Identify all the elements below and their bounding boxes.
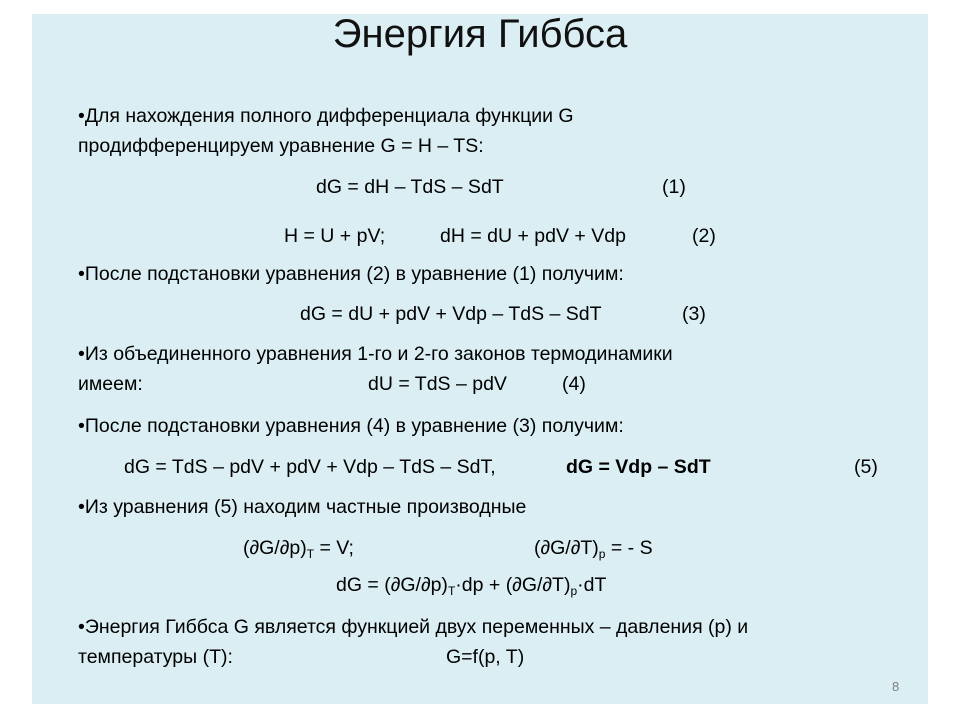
paragraph-3-line-2: имеем:: [78, 373, 143, 395]
equation-2-part-a: H = U + pV;: [284, 225, 386, 247]
paragraph-1-line-1: [78, 104, 574, 128]
text: Из объединенного уравнения 1-го и 2-го законов термодинамики: [84, 343, 673, 365]
equation-5: dG = TdS – pdV + pdV + Vdp – TdS – SdT,: [124, 456, 496, 478]
subscript-t: T: [447, 584, 456, 598]
text: После подстановки уравнения (4) в уравнение (3) получим:: [84, 415, 624, 437]
derivative-temperature-value: = - S: [605, 537, 653, 559]
equation-3-number: (3): [682, 303, 706, 325]
derivative-temperature-expr: (∂G/∂T): [534, 537, 599, 559]
equation-4-number: (4): [562, 373, 586, 395]
derivative-pressure-expr: (∂G/∂p): [243, 537, 307, 559]
paragraph-2: [78, 262, 624, 286]
text: Энергия Гиббса G является функцией двух переменных – давления (p) и: [84, 616, 749, 638]
equation-1-number: (1): [662, 176, 686, 198]
bullet: •: [78, 263, 85, 285]
bullet: •: [78, 343, 85, 365]
subscript-p: p: [570, 584, 578, 598]
bullet: •: [78, 105, 85, 127]
equation-3: dG = dU + pdV + Vdp – TdS – SdT: [300, 303, 602, 325]
equation-total-differential: [336, 573, 606, 597]
equation-gibbs-function: G=f(p, T): [446, 646, 525, 668]
equation-5-number: (5): [854, 456, 878, 478]
text: Из уравнения (5) находим частные производные: [84, 496, 527, 518]
text: Для нахождения полного дифференциала функции G: [84, 105, 574, 127]
eq-part: ·dp + (∂G/∂T): [455, 574, 571, 596]
page-number: 8: [892, 679, 900, 694]
bullet: •: [78, 616, 85, 638]
equation-1: dG = dH – TdS – SdT: [316, 176, 504, 198]
equation-5-result: dG = Vdp – SdT: [566, 456, 711, 478]
text: После подстановки уравнения (2) в уравнение (1) получим:: [84, 263, 624, 285]
derivative-pressure: [243, 536, 354, 560]
bullet: •: [78, 415, 85, 437]
paragraph-4: [78, 414, 624, 438]
eq-part: dG = (∂G/∂p): [336, 574, 448, 596]
derivative-temperature: [534, 536, 653, 560]
slide-title: Энергия Гиббса: [332, 12, 628, 56]
subscript-t: T: [306, 547, 315, 561]
subscript-p: p: [598, 547, 606, 561]
paragraph-1-line-2: продифференцируем уравнение G = H – TS:: [78, 135, 484, 157]
equation-4: dU = TdS – pdV: [368, 373, 507, 395]
paragraph-6-line-1: [78, 615, 748, 639]
derivative-pressure-value: = V;: [314, 537, 354, 559]
paragraph-6-line-2: температуры (T):: [78, 646, 233, 668]
equation-2-part-b: dH = dU + pdV + Vdp: [440, 225, 626, 247]
bullet: •: [78, 496, 85, 518]
eq-part: ·dT: [577, 574, 607, 596]
paragraph-3-line-1: [78, 342, 673, 366]
paragraph-5: [78, 495, 526, 519]
equation-2-number: (2): [692, 225, 716, 247]
